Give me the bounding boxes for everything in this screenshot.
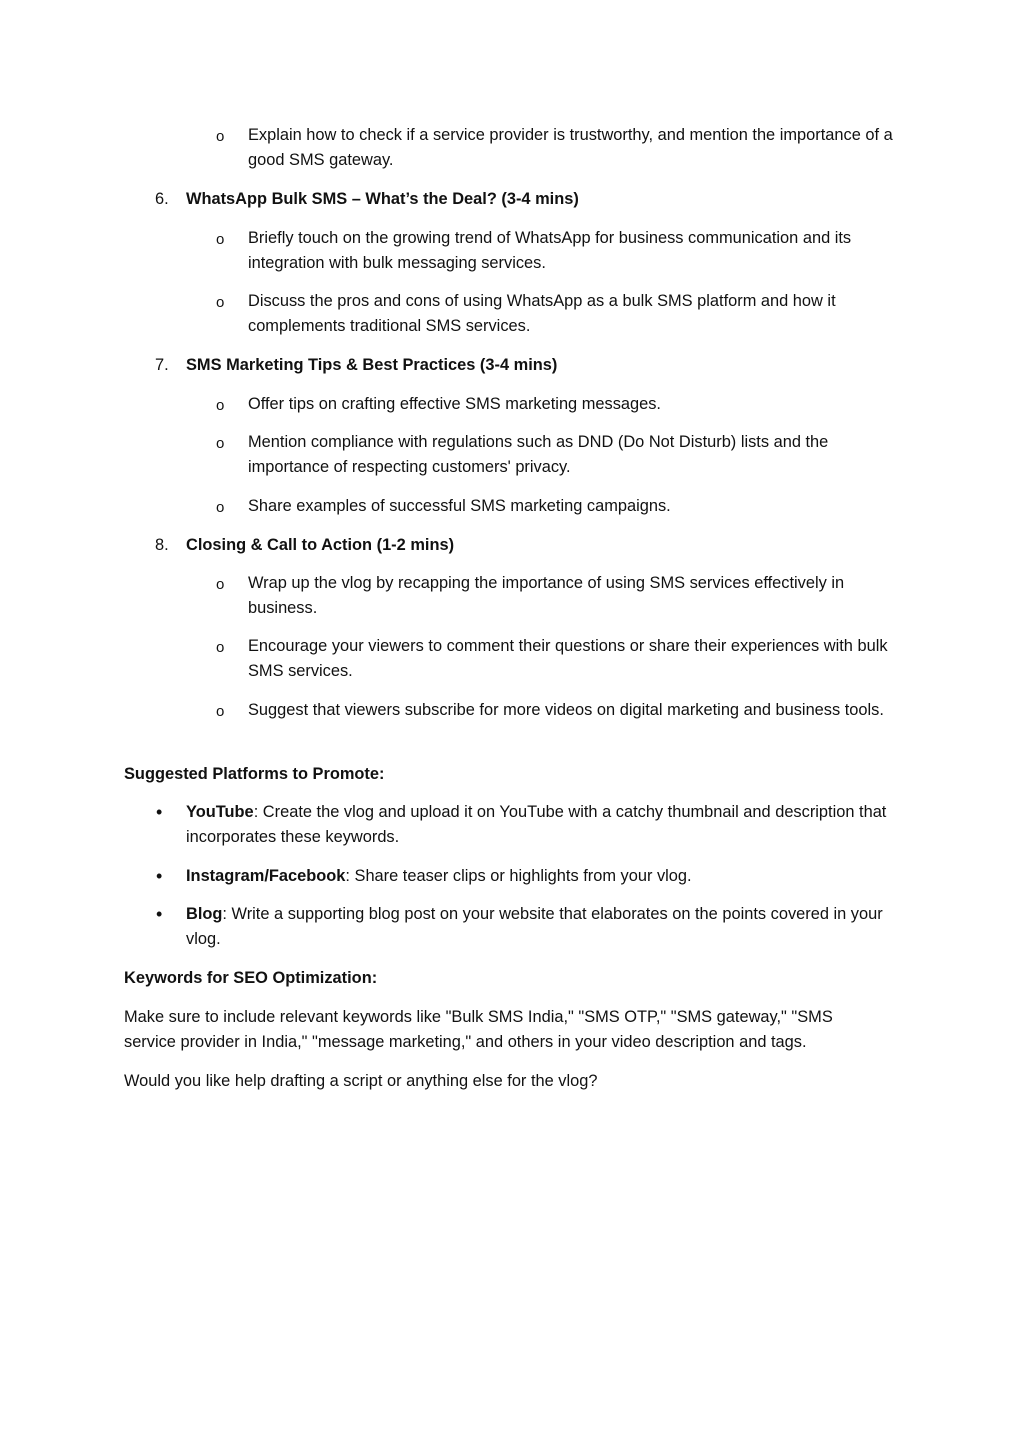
list-number: 6. xyxy=(155,190,169,208)
sub-bullet-marker: o xyxy=(216,231,225,248)
bullet-marker: • xyxy=(156,802,163,822)
list-item: Wrap up the vlog by recapping the importance of using SMS services effectively in business. xyxy=(248,574,845,617)
platform-description: : Share teaser clips or highlights from your vlog. xyxy=(345,867,692,885)
list-item: Mention compliance with regulations such as DND (Do Not Disturb) lists and the importance of respecting customers' privacy. xyxy=(248,433,829,476)
platform-item xyxy=(186,902,906,952)
closing-question: Would you like help drafting a script or anything else for the vlog? xyxy=(124,1072,598,1090)
bullet-marker: • xyxy=(156,866,163,886)
list-item: Share examples of successful SMS marketing campaigns. xyxy=(248,497,671,515)
platform-name: YouTube xyxy=(186,803,254,821)
list-item: Explain how to check if a service provider is trustworthy, and mention the importance of a good SMS gateway. xyxy=(248,126,893,169)
platforms-heading: Suggested Platforms to Promote: xyxy=(124,765,385,783)
sub-bullet-marker: o xyxy=(216,294,225,311)
platform-item xyxy=(186,800,906,850)
list-number: 7. xyxy=(155,356,169,374)
sub-bullet-marker: o xyxy=(216,639,225,656)
seo-heading: Keywords for SEO Optimization: xyxy=(124,969,378,987)
platform-name: Instagram/Facebook xyxy=(186,867,346,885)
list-item: Discuss the pros and cons of using WhatsApp as a bulk SMS platform and how it complements traditional SMS services. xyxy=(248,292,836,335)
sub-bullet-marker: o xyxy=(216,499,225,516)
list-item: Encourage your viewers to comment their questions or share their experiences with bulk SMS services. xyxy=(248,637,888,680)
section-title: WhatsApp Bulk SMS – What’s the Deal? (3-4 mins) xyxy=(186,190,579,208)
sub-bullet-marker: o xyxy=(216,435,225,452)
platform-item xyxy=(186,864,906,889)
sub-bullet-marker: o xyxy=(216,576,225,593)
list-item: Offer tips on crafting effective SMS marketing messages. xyxy=(248,395,661,413)
sub-bullet-marker: o xyxy=(216,397,225,414)
platform-name: Blog xyxy=(186,905,223,923)
list-item: Suggest that viewers subscribe for more videos on digital marketing and business tools. xyxy=(248,701,884,719)
platform-description: : Create the vlog and upload it on YouTube with a catchy thumbnail and description that incorporates these keywords. xyxy=(186,803,887,846)
list-item: Briefly touch on the growing trend of WhatsApp for business communication and its integration with bulk messaging services. xyxy=(248,229,852,272)
section-title: SMS Marketing Tips & Best Practices (3-4 mins) xyxy=(186,356,558,374)
section-title: Closing & Call to Action (1-2 mins) xyxy=(186,536,455,554)
bullet-marker: • xyxy=(156,904,163,924)
platform-description: : Write a supporting blog post on your website that elaborates on the points covered in your vlog. xyxy=(186,905,883,948)
sub-bullet-marker: o xyxy=(216,703,225,720)
list-number: 8. xyxy=(155,536,169,554)
sub-bullet-marker: o xyxy=(216,128,225,145)
seo-paragraph: Make sure to include relevant keywords like "Bulk SMS India," "SMS OTP," "SMS gateway," "SMS service provider in India," "message marketing," and others in your video description and tags. xyxy=(124,1008,833,1051)
